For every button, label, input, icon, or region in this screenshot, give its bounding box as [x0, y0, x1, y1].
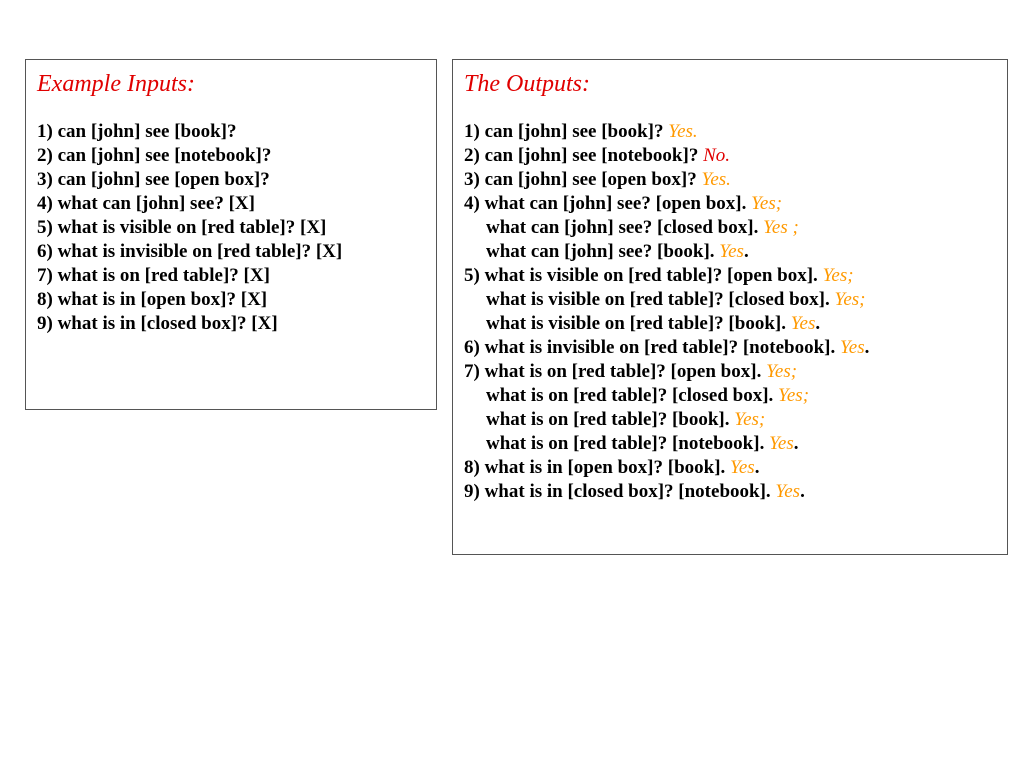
output-query: what is on [red table]? [closed box]. [486, 385, 779, 406]
example-inputs-panel [25, 59, 437, 410]
input-line: 1) can [john] see [book]? [37, 121, 237, 142]
output-query: what is on [red table]? [book]. [486, 409, 735, 430]
output-answer: Yes; [766, 361, 798, 382]
output-query: what is visible on [red table]? [closed box]. [486, 289, 835, 310]
input-line: 4) what can [john] see? [X] [37, 193, 255, 214]
output-query: what can [john] see? [book]. [486, 241, 720, 262]
output-trail: . [815, 313, 821, 334]
input-line: 3) can [john] see [open box]? [37, 169, 270, 190]
output-query: what can [john] see? [closed box]. [486, 217, 764, 238]
output-trail: . [754, 457, 760, 478]
input-line: 6) what is invisible on [red table]? [X] [37, 241, 343, 262]
output-line [464, 408, 1007, 432]
output-line [464, 192, 1007, 216]
output-answer: Yes. [701, 169, 731, 190]
output-answer: Yes ; [763, 217, 799, 238]
output-line [464, 216, 1007, 240]
output-query: 2) can [john] see [notebook]? [464, 145, 704, 166]
output-answer: Yes; [734, 409, 766, 430]
output-query: what is on [red table]? [notebook]. [486, 433, 770, 454]
output-query: 7) what is on [red table]? [open box]. [464, 361, 767, 382]
output-answer: Yes [719, 241, 744, 262]
input-line: 5) what is visible on [red table]? [X] [37, 217, 327, 238]
output-query: 6) what is invisible on [red table]? [notebook]. [464, 337, 840, 358]
outputs-panel [452, 59, 1008, 555]
output-line [464, 480, 1007, 504]
output-answer: Yes [775, 481, 801, 502]
output-trail: . [793, 433, 799, 454]
output-query: what is visible on [red table]? [book]. [486, 313, 791, 334]
input-line: 8) what is in [open box]? [X] [37, 289, 268, 310]
output-answer: Yes [769, 433, 794, 454]
output-line [464, 360, 1007, 384]
output-line [464, 120, 1007, 144]
output-query: 5) what is visible on [red table]? [open box]. [464, 265, 823, 286]
output-line [464, 144, 1007, 168]
output-trail: . [864, 337, 870, 358]
output-query: 3) can [john] see [open box]? [464, 169, 702, 190]
output-answer: Yes; [834, 289, 866, 310]
output-line [464, 336, 1007, 360]
output-answer: Yes [839, 337, 865, 358]
output-line [464, 384, 1007, 408]
output-query: 8) what is in [open box]? [book]. [464, 457, 731, 478]
output-line [464, 168, 1007, 192]
output-answer: Yes. [668, 121, 698, 142]
output-trail: . [743, 241, 749, 262]
output-line [464, 288, 1007, 312]
outputs-list [464, 120, 1007, 504]
output-answer: Yes; [822, 265, 854, 286]
output-answer: Yes [730, 457, 755, 478]
input-line: 7) what is on [red table]? [X] [37, 265, 270, 286]
output-trail: . [800, 481, 805, 502]
inputs-list [37, 120, 436, 336]
output-line [464, 456, 1007, 480]
output-line [464, 240, 1007, 264]
inputs-title: Example Inputs: [37, 71, 195, 97]
output-line [464, 264, 1007, 288]
outputs-title: The Outputs: [464, 71, 590, 97]
output-answer: Yes [790, 313, 816, 334]
output-query: 9) what is in [closed box]? [notebook]. [464, 481, 776, 502]
output-query: 4) what can [john] see? [open box]. [464, 193, 752, 214]
output-answer: No. [703, 145, 731, 166]
output-query: 1) can [john] see [book]? [464, 121, 669, 142]
input-line: 2) can [john] see [notebook]? [37, 145, 272, 166]
output-answer: Yes; [778, 385, 810, 406]
output-answer: Yes; [751, 193, 783, 214]
input-line: 9) what is in [closed box]? [X] [37, 313, 278, 334]
output-line [464, 312, 1007, 336]
output-line [464, 432, 1007, 456]
